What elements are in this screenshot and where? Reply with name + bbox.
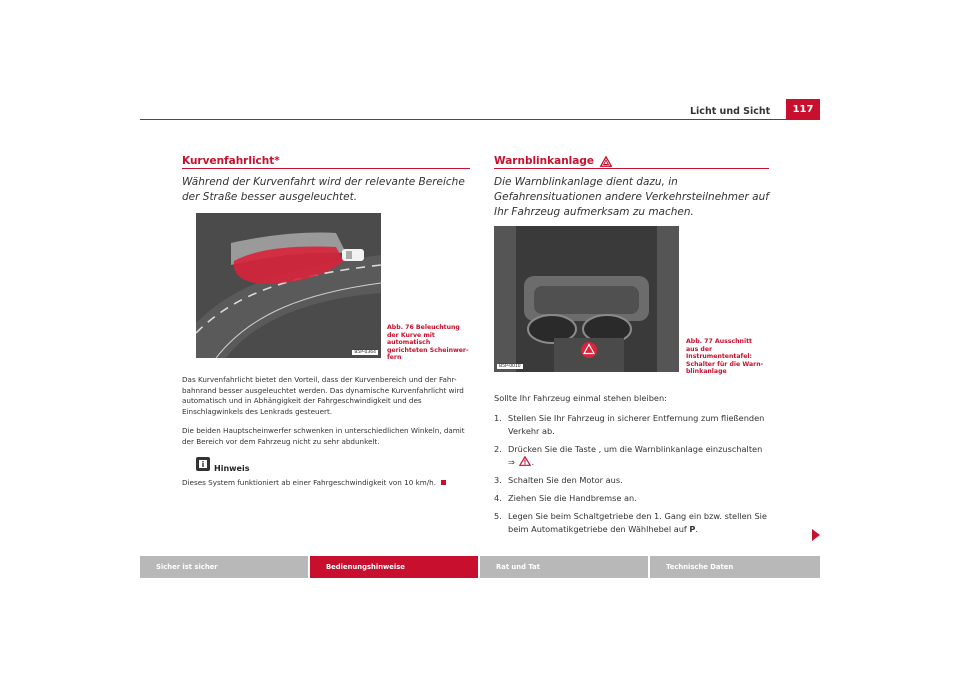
note-text (182, 478, 474, 489)
step-5-end: . (695, 524, 699, 534)
section-heading-kurvenfahrlicht: Kurvenfahrlicht* (182, 155, 280, 167)
step-2-text: Drücken Sie die Taste , um die Warnblinkanlage einzuschalten (508, 444, 763, 454)
step-2 (494, 443, 774, 469)
arrow-icon: ⇒ (508, 457, 515, 467)
step-number: 3. (494, 475, 502, 485)
steps-intro: Sollte Ihr Fahrzeug einmal stehen bleiben: (494, 393, 667, 403)
curve-lighting-illustration (196, 213, 381, 358)
section-lead: Während der Kurvenfahrt wird der relevante Bereiche der Straße besser ausgeleuchtet. (182, 176, 465, 203)
step-number: 4. (494, 493, 502, 503)
figure-caption-right: Abb. 77 Ausschnitt aus der Instrumententafel: Schalter für die Warn-blinkanlage (686, 338, 764, 376)
step-text (508, 510, 774, 536)
hazard-triangle-icon (600, 156, 612, 167)
step-text: Drücken Sie die Taste , um die Warnblinkanlage einzuschalten ⇒ . (508, 444, 763, 467)
step-text: Ziehen Sie die Handbremse an. (508, 493, 637, 503)
note-text-content: Dieses System funktioniert ab einer Fahrgeschwindigkeit von 10 km/h. (182, 478, 436, 487)
step-text: Schalten Sie den Motor aus. (508, 475, 623, 485)
gear-p-label: P (689, 524, 696, 534)
step-text: Stellen Sie Ihr Fahrzeug in sicherer Entfernung zum fließenden Verkehr ab. (508, 413, 765, 436)
figure-curve-lighting (196, 213, 381, 358)
page-number: 117 (786, 99, 820, 119)
hazard-instructions (494, 392, 774, 541)
step-1 (494, 412, 774, 438)
next-page-arrow-icon[interactable] (812, 529, 820, 541)
info-note-icon (196, 457, 210, 471)
footer-tab-technische[interactable]: Technische Daten (650, 556, 820, 578)
step-4 (494, 492, 774, 505)
paragraph-2: Die beiden Hauptscheinwerfer schwenken in unterschiedlichen Winkeln, damit der Bereich vor dem Fahrzeug nicht zu sehr abdunkelt. (182, 426, 465, 446)
section-lead-right: Die Warnblinkanlage dient dazu, in Gefahrensituationen andere Verkehrsteilnehmer auf Ihr Fahrzeug aufmerksam zu machen. (494, 176, 769, 218)
note-title: Hinweis (214, 464, 250, 473)
step-3 (494, 474, 774, 487)
step-number: 1. (494, 413, 502, 423)
warning-triangle-icon (519, 456, 531, 466)
step-number: 5. (494, 511, 502, 521)
footer-tab-bedienung[interactable]: Bedienungshinweise (310, 556, 478, 578)
footer-tab-sicher[interactable]: Sicher ist sicher (140, 556, 308, 578)
end-marker-icon (441, 480, 446, 485)
figure-hazard-switch (494, 226, 679, 372)
step-5-text: Legen Sie beim Schaltgetriebe den 1. Gang ein bzw. stellen Sie beim Automatikgetriebe den Wählhebel auf (508, 511, 767, 534)
figure-code-right: B5P-0010 (499, 364, 521, 369)
figure-code: B5P-0364 (354, 350, 376, 355)
warn-heading-row (494, 155, 612, 167)
step-5 (494, 510, 774, 536)
hazard-switch-illustration (494, 226, 679, 372)
section-rule-right (494, 168, 769, 169)
figure-caption: Abb. 76 Beleuchtung der Kurve mit automatisch gerichteten Scheinwer-fern (387, 324, 469, 362)
section-heading-warnblinkanlage: Warnblinkanlage (494, 155, 595, 167)
running-header: Licht und Sicht (690, 106, 771, 117)
section-rule (182, 168, 470, 169)
paragraph-1: Das Kurvenfahrlicht bietet den Vorteil, dass der Kurvenbereich und der Fahr-bahnrand besser ausgeleuchtet werden. Das dynamische Kurvenfahrlicht wird automatisch und in Abhängigkeit der Fahrgeschwindigkeit und des Einschlagwinkels des Lenkrads gesteuert. (182, 375, 464, 416)
header-rule (140, 119, 820, 120)
footer-tab-rat[interactable]: Rat und Tat (480, 556, 648, 578)
step-number: 2. (494, 444, 502, 454)
